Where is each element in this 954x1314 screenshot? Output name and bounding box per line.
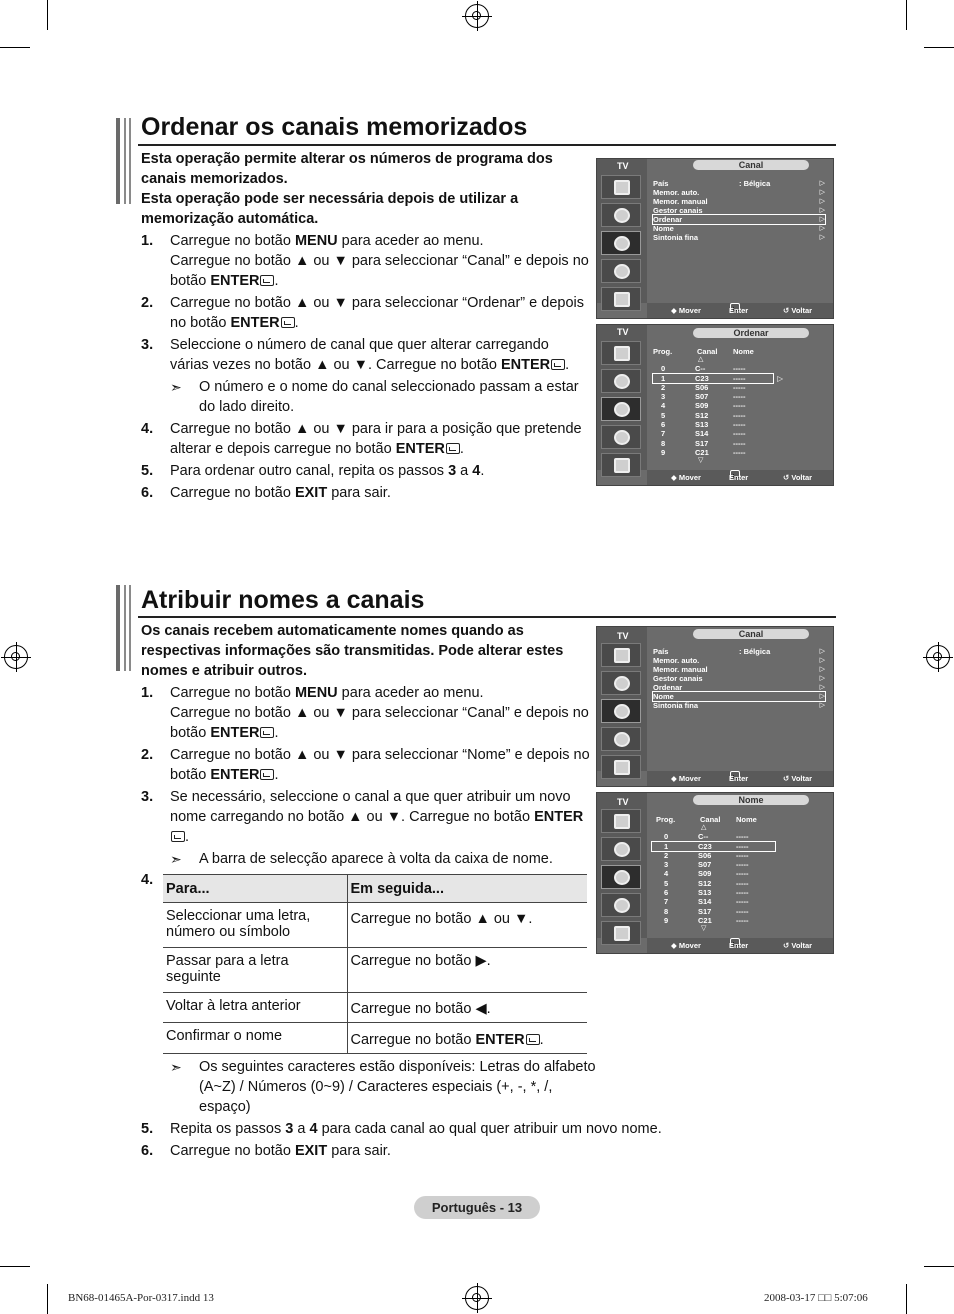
step-number: 3. (141, 789, 154, 805)
grid-row: 0 C-- ----- (661, 364, 746, 374)
grid-row: 2 S06 ----- (661, 382, 746, 392)
osd-menu-item-selected: Ordenar ▷ (653, 215, 825, 224)
crop-mark (906, 1284, 907, 1314)
move-hint: ◆ Mover (671, 774, 701, 783)
osd-footer: ◆ Mover Enter ↺ Voltar (647, 771, 833, 786)
table-header (163, 875, 587, 903)
step (141, 335, 591, 375)
tv-osd-canal-menu (596, 626, 834, 787)
osd-footer: ◆ Mover Enter ↺ Voltar (647, 938, 833, 953)
step-text: Seleccione o número de canal que quer alterar carregando várias vezes no botão ▲ ou ▼. Carregue no botão ENTER . (170, 337, 570, 373)
step-number: 6. (141, 485, 154, 501)
section-intro (141, 149, 586, 229)
crop-mark (47, 0, 48, 30)
table-row (163, 993, 587, 1023)
step-number: 4. (141, 421, 154, 437)
table-cell: Voltar à letra anterior (163, 993, 347, 1023)
picture-menu-icon (601, 809, 641, 833)
table-cell: Passar para a letra seguinte (163, 948, 347, 993)
step (141, 1141, 591, 1161)
table-cell: Carregue no botão ▶. (347, 948, 587, 993)
crop-mark (47, 1284, 48, 1314)
input-menu-icon (601, 755, 641, 779)
note-text: A barra de selecção aparece à volta da caixa de nome. (199, 851, 553, 867)
grid-header: Prog. Canal Nome (656, 815, 757, 824)
channel-menu-icon (601, 699, 641, 723)
section-bar (129, 585, 131, 671)
step-number: 4. (141, 872, 154, 888)
table-cell: Carregue no botão ENTER . (347, 1023, 587, 1054)
steps-list (141, 1057, 662, 1163)
step-text: Carregue no botão ▲ ou ▼ para seleccionar “Ordenar” e depois no botão ENTER . (170, 295, 584, 331)
osd-footer: ◆ Mover Enter ↺ Voltar (647, 303, 833, 318)
section-bar (124, 118, 126, 204)
enter-icon (260, 769, 274, 780)
grid-row: 4 S09 ----- (664, 869, 749, 879)
input-menu-icon (601, 287, 641, 311)
grid-row: 8 S17 ----- (664, 906, 749, 916)
back-hint: ↺ Voltar (783, 473, 813, 482)
step-text: Para ordenar outro canal, repita os passos 3 a 4. (170, 463, 485, 479)
osd-tv-label: TV (617, 161, 629, 171)
section-title: Atribuir nomes a canais (141, 586, 425, 614)
setup-menu-icon (601, 425, 641, 449)
section-rule (138, 144, 836, 146)
note (170, 377, 591, 417)
osd-menu-item-selected: Nome ▷ (653, 692, 825, 701)
sound-menu-icon (601, 203, 641, 227)
osd-title: Canal (693, 629, 809, 639)
step-number: 3. (141, 337, 154, 353)
step (141, 787, 591, 847)
step-text: Carregue no botão ▲ ou ▼ para ir para a posição que pretende alterar e depois carregue no botão ENTER . (170, 421, 582, 457)
section-bar (116, 585, 120, 671)
channel-menu-icon (601, 231, 641, 255)
osd-menu-list (653, 647, 825, 710)
step-text: Carregue no botão MENU para aceder ao menu. Carregue no botão ▲ ou ▼ para seleccionar “Canal” e depois no botão ENTER . (170, 233, 589, 289)
table-cell: Carregue no botão ◀. (347, 993, 587, 1023)
sound-menu-icon (601, 369, 641, 393)
step-number: 1. (141, 685, 154, 701)
key-table (163, 874, 587, 1054)
scroll-down-icon: ▽ (701, 925, 707, 933)
section-rule (138, 616, 836, 618)
registration-mark-icon (465, 1286, 489, 1310)
table-header-cell: Para... (163, 875, 347, 903)
table-row (163, 1023, 587, 1054)
grid-row: 8 S17 ----- (661, 438, 746, 448)
page-number-badge: Português - 13 (414, 1196, 540, 1219)
crop-mark (924, 47, 954, 48)
note-arrow-icon: ➣ (170, 379, 182, 395)
step (141, 461, 591, 481)
step-text: Carregue no botão EXIT para sair. (170, 485, 391, 501)
enter-icon (446, 443, 460, 454)
step (141, 231, 591, 291)
grid-row: 5 S12 ----- (661, 410, 746, 420)
grid-row: 6 S13 ----- (664, 888, 749, 898)
step (141, 683, 591, 743)
scroll-up-icon: △ (701, 824, 707, 832)
osd-menu-item: Gestor canais ▷ (653, 206, 825, 215)
registration-mark-icon (926, 645, 950, 669)
crop-mark (0, 1266, 30, 1267)
crop-mark (906, 0, 907, 30)
move-hint: ◆ Mover (671, 941, 701, 950)
osd-menu-item: País : Bélgica ▷ (653, 647, 825, 656)
osd-title: Ordenar (693, 328, 809, 338)
grid-row: 7 S14 ----- (661, 429, 746, 439)
osd-menu-item: Memor. manual ▷ (653, 197, 825, 206)
grid-row: 2 S06 ----- (664, 850, 749, 860)
osd-tv-label: TV (617, 631, 629, 641)
table-cell: Confirmar o nome (163, 1023, 347, 1054)
step-number: 1. (141, 233, 154, 249)
setup-menu-icon (601, 727, 641, 751)
osd-menu-item: Gestor canais ▷ (653, 674, 825, 683)
note (170, 849, 591, 869)
picture-menu-icon (601, 341, 641, 365)
osd-menu-item: Memor. auto. ▷ (653, 188, 825, 197)
osd-title: Canal (693, 160, 809, 170)
scroll-down-icon: ▽ (698, 457, 704, 465)
crop-mark (924, 1266, 954, 1267)
channel-menu-icon (601, 397, 641, 421)
note-text: O número e o nome do canal seleccionado passam a estar do lado direito. (199, 379, 579, 415)
step (141, 293, 591, 333)
input-menu-icon (601, 453, 641, 477)
sound-menu-icon (601, 837, 641, 861)
osd-menu-list (653, 179, 825, 242)
osd-title: Nome (693, 795, 809, 805)
grid-row: 7 S14 ----- (664, 897, 749, 907)
step-text: Carregue no botão MENU para aceder ao menu. Carregue no botão ▲ ou ▼ para seleccionar “Canal” e depois no botão ENTER . (170, 685, 589, 741)
registration-mark-icon (4, 645, 28, 669)
table-cell: Seleccionar uma letra, número ou símbolo (163, 903, 347, 948)
tv-osd-nome (596, 792, 834, 954)
tv-osd-canal-menu (596, 158, 834, 319)
grid-row: 4 S09 ----- (661, 401, 746, 411)
grid-row: 5 S12 ----- (664, 878, 749, 888)
enter-icon (260, 727, 274, 738)
osd-footer: ◆ Mover Enter ↺ Voltar (647, 470, 833, 485)
step-text: Se necessário, seleccione o canal a que quer atribuir um novo nome carregando no botão ▲ ou ▼. Carregue no botão ENTER. (170, 789, 584, 845)
osd-menu-item: País : Bélgica ▷ (653, 179, 825, 188)
picture-menu-icon (601, 175, 641, 199)
move-hint: ◆ Mover (671, 306, 701, 315)
enter-icon (260, 275, 274, 286)
step (141, 419, 591, 459)
date-slug: 2008-03-17 □□ 5:07:06 (764, 1292, 868, 1304)
input-menu-icon (601, 921, 641, 945)
osd-channel-grid (653, 347, 825, 465)
tv-osd-ordenar (596, 324, 834, 486)
back-hint: ↺ Voltar (783, 774, 813, 783)
setup-menu-icon (601, 259, 641, 283)
step-number: 2. (141, 747, 154, 763)
osd-menu-item: Memor. auto. ▷ (653, 656, 825, 665)
back-hint: ↺ Voltar (783, 306, 813, 315)
step-number: 5. (141, 463, 154, 479)
grid-row: 9 C21 ----- (661, 447, 746, 457)
step-number: 6. (141, 1143, 154, 1159)
note-text: Os seguintes caracteres estão disponíveis: Letras do alfabeto (A~Z) / Números (0~9) / Caracteres especiais (+, -, *, /, espaço) (199, 1059, 596, 1115)
step (141, 1119, 662, 1139)
note (170, 1057, 601, 1117)
setup-menu-icon (601, 893, 641, 917)
grid-row-selected: 1 C23 ----- (652, 842, 775, 851)
osd-menu-item: Memor. manual ▷ (653, 665, 825, 674)
note-arrow-icon: ➣ (170, 1059, 182, 1075)
registration-mark-icon (465, 4, 489, 28)
grid-row: 3 S07 ----- (661, 392, 746, 402)
osd-menu-item: Sintonia fina ▷ (653, 233, 825, 242)
osd-menu-item: Sintonia fina ▷ (653, 701, 825, 710)
picture-menu-icon (601, 643, 641, 667)
step (141, 745, 591, 785)
enter-icon (281, 317, 295, 328)
grid-row: 0 C-- ----- (664, 832, 749, 842)
enter-icon (526, 1034, 540, 1045)
table-row (163, 903, 587, 948)
section-title: Ordenar os canais memorizados (141, 113, 528, 141)
steps-list (141, 683, 591, 871)
section-intro: Os canais recebem automaticamente nomes quando as respectivas informações são transmitidas. Pode alterar estes nomes e atribuir outros. (141, 623, 564, 679)
step-text: Carregue no botão ▲ ou ▼ para seleccionar “Nome” e depois no botão ENTER . (170, 747, 590, 783)
grid-row: 3 S07 ----- (664, 860, 749, 870)
grid-row: 6 S13 ----- (661, 420, 746, 430)
osd-menu-item: Ordenar ▷ (653, 683, 825, 692)
osd-tv-label: TV (617, 327, 629, 337)
grid-row-selected: 1 C23 ----- ▷ (653, 374, 773, 383)
back-hint: ↺ Voltar (783, 941, 813, 950)
section-bar (129, 118, 131, 204)
section-bar (124, 585, 126, 671)
table-cell: Carregue no botão ▲ ou ▼. (347, 903, 587, 948)
grid-header: Prog. Canal Nome (653, 347, 754, 356)
osd-menu-item: Nome ▷ (653, 224, 825, 233)
step-text: Repita os passos 3 a 4 para cada canal ao qual quer atribuir um novo nome. (170, 1121, 662, 1137)
section-bar (116, 118, 120, 204)
table-row (163, 948, 587, 993)
sound-menu-icon (601, 671, 641, 695)
intro-line: Esta operação pode ser necessária depois de utilizar a memorização automática. (141, 191, 519, 227)
step-text: Carregue no botão EXIT para sair. (170, 1143, 391, 1159)
enter-icon (171, 831, 185, 842)
intro-line: Esta operação permite alterar os números de programa dos canais memorizados. (141, 151, 553, 187)
table-header-cell: Em seguida... (347, 875, 587, 903)
scroll-up-icon: △ (698, 356, 704, 364)
osd-channel-grid (656, 815, 825, 933)
channel-menu-icon (601, 865, 641, 889)
grid-row: 9 C21 ----- (664, 915, 749, 925)
note-arrow-icon: ➣ (170, 851, 182, 867)
crop-mark (0, 47, 30, 48)
step (141, 483, 591, 503)
osd-tv-label: TV (617, 797, 629, 807)
move-hint: ◆ Mover (671, 473, 701, 482)
enter-icon (551, 359, 565, 370)
step-number: 5. (141, 1121, 154, 1137)
file-slug: BN68-01465A-Por-0317.indd 13 (68, 1292, 214, 1304)
step-number: 2. (141, 295, 154, 311)
steps-list (141, 231, 591, 505)
